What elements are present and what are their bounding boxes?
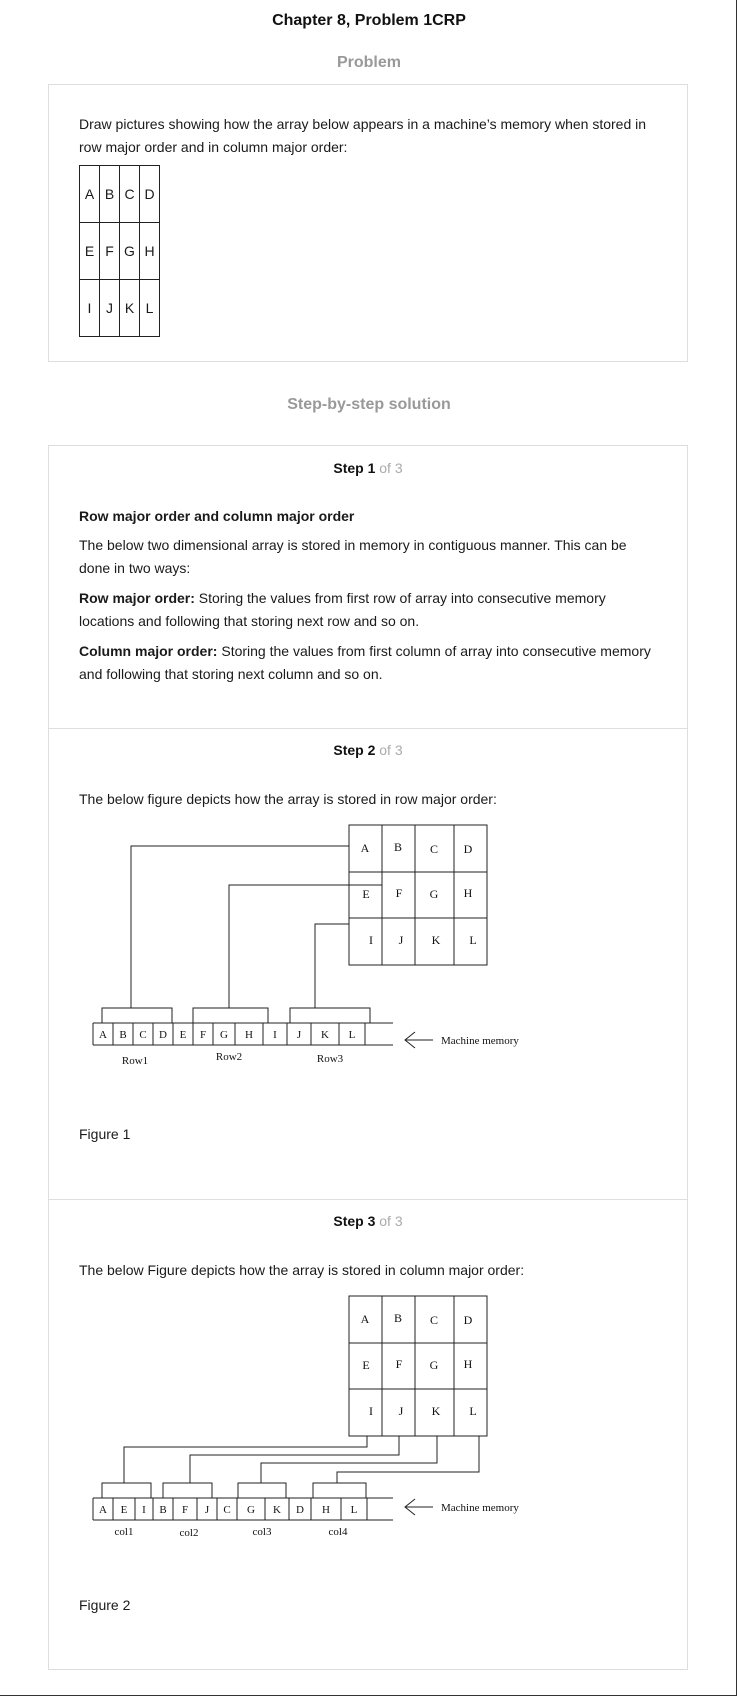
grid-label: A <box>360 1312 370 1326</box>
array-cell: C <box>120 166 140 223</box>
memory-cell: F <box>199 1029 207 1041</box>
array-cell: J <box>100 280 120 337</box>
grid-label: L <box>469 933 477 947</box>
memory-cell: H <box>245 1029 253 1041</box>
memory-cell: G <box>247 1504 255 1516</box>
grid-label: I <box>369 1404 373 1418</box>
figure-1-caption: Figure 1 <box>79 1126 131 1142</box>
row-major-description: Storing the values from first row of array into consecutive memory locations and following that storing next row and so on. <box>79 590 606 629</box>
memory-cell: K <box>273 1504 281 1516</box>
solution-card <box>48 445 688 1670</box>
step-1-intro: The below two dimensional array is stored in memory in contiguous manner. This can be done in two ways: <box>79 537 627 576</box>
memory-cell: I <box>273 1029 277 1041</box>
grid-label: L <box>469 1404 477 1418</box>
grid-label: D <box>463 842 473 856</box>
memory-cell: B <box>119 1029 127 1041</box>
step-label: Step 1 <box>333 460 376 476</box>
grid-label: J <box>398 1404 404 1418</box>
array-cell: L <box>140 280 160 337</box>
step-count: of 3 <box>379 1213 403 1229</box>
array-cell: F <box>100 223 120 280</box>
memory-cell: F <box>181 1504 189 1516</box>
memory-cell: A <box>99 1029 107 1041</box>
step-2-text: The below figure depicts how the array is stored in row major order: <box>79 791 497 807</box>
step-count: of 3 <box>379 742 403 758</box>
grid-label: E <box>362 887 370 901</box>
row-major-definition <box>79 587 659 633</box>
step-2-header <box>49 742 687 758</box>
column-connectors <box>102 1436 479 1498</box>
column-major-definition <box>79 640 659 686</box>
step-label: Step 2 <box>333 742 376 758</box>
memory-cell: G <box>220 1029 228 1041</box>
column-major-description: Storing the values from first column of array into consecutive memory and following that storing next column and so on. <box>79 643 651 682</box>
step-1-subheading: Row major order and column major order <box>79 508 355 524</box>
machine-memory-label: Machine memory <box>441 1502 519 1514</box>
grid-label: K <box>431 1404 441 1418</box>
grid-label: F <box>395 1357 403 1371</box>
group-label: Row3 <box>316 1053 344 1065</box>
memory-cell: K <box>321 1029 329 1041</box>
array-cell: B <box>100 166 120 223</box>
memory-cell: L <box>348 1029 356 1041</box>
grid-label: D <box>463 1313 473 1327</box>
memory-cell: B <box>159 1504 167 1516</box>
memory-cell: E <box>120 1504 128 1516</box>
memory-cell: H <box>322 1504 330 1516</box>
grid-label: J <box>398 933 404 947</box>
problem-array-table <box>79 165 160 337</box>
column-major-term: Column major order: <box>79 643 218 659</box>
solution-heading: Step-by-step solution <box>287 396 451 413</box>
group-label: col4 <box>328 1526 348 1538</box>
row-connectors <box>102 846 382 1023</box>
memory-cell: D <box>296 1504 304 1516</box>
grid-label: F <box>395 886 403 900</box>
row-major-term: Row major order: <box>79 590 195 606</box>
grid-label: B <box>393 840 403 854</box>
memory-cell: I <box>142 1504 146 1516</box>
memory-cell: E <box>179 1029 187 1041</box>
array-cell: I <box>80 280 100 337</box>
problem-heading: Problem <box>336 54 401 71</box>
array-cell: K <box>120 280 140 337</box>
step-divider <box>49 728 687 729</box>
grid-label: G <box>429 887 439 901</box>
group-label: col3 <box>252 1526 272 1538</box>
column-major-figure <box>49 1287 687 1547</box>
array-cell: D <box>140 166 160 223</box>
grid-label: A <box>360 841 370 855</box>
grid-label: I <box>369 933 373 947</box>
grid-label: G <box>429 1358 439 1372</box>
grid-label: C <box>429 1313 439 1327</box>
figure-2-caption: Figure 2 <box>79 1597 131 1613</box>
memory-cell: L <box>350 1504 358 1516</box>
array-cell: A <box>80 166 100 223</box>
memory-strip <box>93 1498 393 1520</box>
memory-cell: A <box>99 1504 107 1516</box>
grid-label: H <box>463 886 473 900</box>
group-label: col2 <box>179 1527 199 1539</box>
grid-label: H <box>463 1357 473 1371</box>
memory-cell: D <box>159 1029 167 1041</box>
group-label: col1 <box>114 1526 134 1538</box>
step-count: of 3 <box>379 460 403 476</box>
grid-label: C <box>429 842 439 856</box>
machine-memory-label: Machine memory <box>441 1035 519 1047</box>
grid-label: B <box>393 1311 403 1325</box>
memory-cell: C <box>223 1504 231 1516</box>
step-3-text: The below Figure depicts how the array is stored in column major order: <box>79 1262 525 1278</box>
step-1-header <box>49 460 687 476</box>
array-cell: H <box>140 223 160 280</box>
page-title: Chapter 8, Problem 1CRP <box>272 12 466 29</box>
group-label: Row1 <box>121 1055 149 1067</box>
arrow-left-icon <box>405 1032 433 1048</box>
problem-card <box>48 84 688 362</box>
row-major-figure <box>49 816 687 1076</box>
step-divider <box>49 1199 687 1200</box>
array-cell: G <box>120 223 140 280</box>
grid-label: E <box>362 1358 370 1372</box>
grid-label: K <box>431 933 441 947</box>
step-label: Step 3 <box>333 1213 376 1229</box>
memory-cell: C <box>139 1029 147 1041</box>
array-cell: E <box>80 223 100 280</box>
arrow-left-icon <box>405 1499 433 1515</box>
problem-text: Draw pictures showing how the array below appears in a machine’s memory when stored in row major order and in column major order: <box>79 116 647 155</box>
step-3-header <box>49 1213 687 1229</box>
memory-cell: J <box>204 1504 210 1516</box>
memory-cell: J <box>296 1029 302 1041</box>
group-label: Row2 <box>215 1051 243 1063</box>
